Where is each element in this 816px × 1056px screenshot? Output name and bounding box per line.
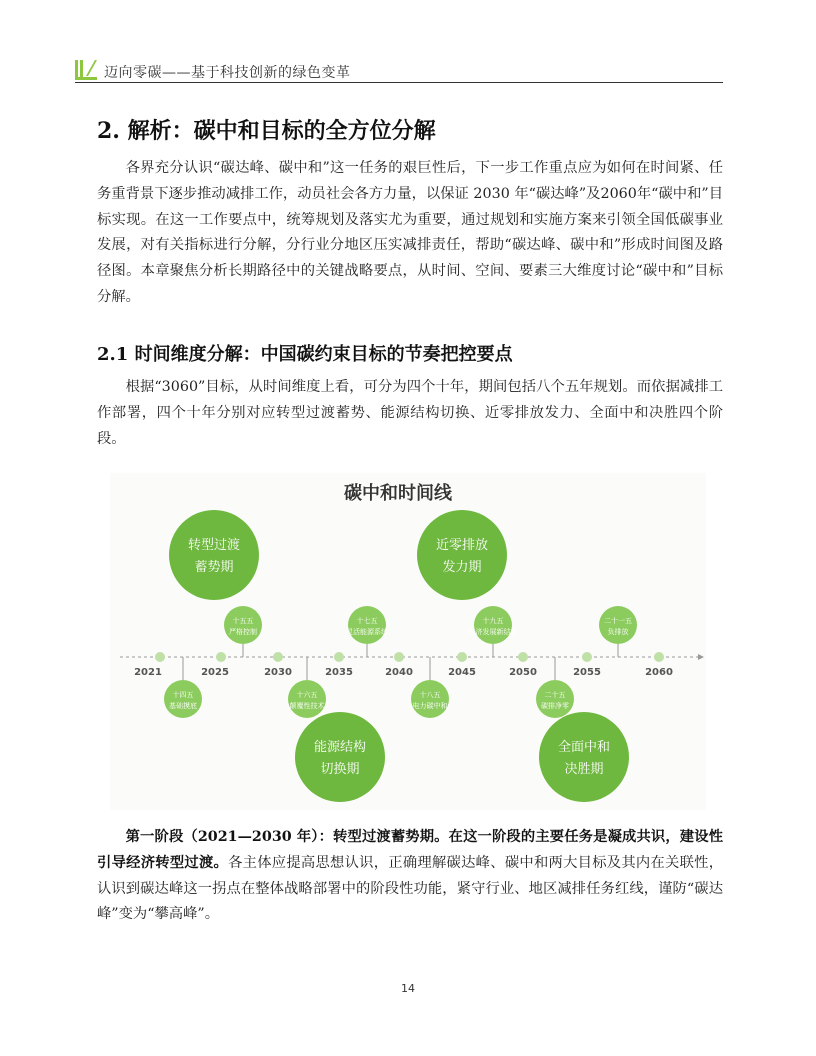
phase-label-line2: 发力期 [442, 560, 482, 575]
phase-circle [539, 712, 629, 802]
plan-name: 十九五 [482, 617, 504, 625]
plan-name: 十七五 [356, 617, 378, 625]
phase-circle [295, 712, 385, 802]
section-heading: 2. 解析：碳中和目标的全方位分解 [97, 118, 436, 144]
year-label: 2055 [573, 667, 601, 678]
phase1-rest: 各主体应提高思想认识，正确理解碳达峰、碳中和两大目标及其内在关联性，认识到碳达峰这一拐点在整体战略部署中的阶段性功能，紧守行业、地区减排任务红线，谨防“碳达峰”变为“攀高峰”。 [97, 854, 724, 923]
subsection-heading: 2.1 时间维度分解：中国碳约束目标的节奏把控要点 [97, 344, 513, 365]
phase-label-line1: 转型过渡 [187, 538, 241, 553]
phase-label-line2: 切换期 [320, 762, 360, 777]
year-label: 2040 [385, 667, 413, 678]
year-label: 2021 [134, 667, 162, 678]
phase1-paragraph [97, 825, 723, 928]
plan-name: 二十五 [544, 691, 566, 699]
timeline-dot [216, 652, 226, 662]
phase-label-line1: 近零排放 [435, 538, 489, 553]
subsection-paragraph: 根据“3060”目标，从时间维度上看，可分为四个十年，期间包括八个五年规划。而依据减排工作部署，四个十年分别对应转型过渡蓄势、能源结构切换、近零排放发力、全面中和决胜四个阶段。 [97, 379, 723, 447]
report-header-title: 迈向零碳——基于科技创新的绿色变革 [104, 65, 351, 81]
timeline-title: 碳中和时间线 [344, 483, 452, 504]
timeline-dot [394, 652, 404, 662]
timeline-dot [155, 652, 165, 662]
phase-label-line2: 蓄势期 [194, 560, 234, 575]
plan-desc: 灵活能源系统 [346, 628, 388, 636]
plan-circle [411, 680, 449, 718]
report-logo-icon [75, 60, 97, 80]
plan-circle [348, 606, 386, 644]
phase-label-line1: 能源结构 [313, 740, 367, 755]
timeline-dot [654, 652, 664, 662]
timeline-dot [518, 652, 528, 662]
header-divider [75, 82, 723, 83]
timeline-dot [582, 652, 592, 662]
plan-name: 十六五 [296, 691, 318, 699]
phase1-lead: 第一阶段（2021—2030 年）：转型过渡蓄势期。在这一阶段的主要任务是凝成共识，建设性引导经济转型过渡。 [97, 829, 723, 871]
timeline-dot [334, 652, 344, 662]
plan-name: 十八五 [419, 691, 441, 699]
plan-name: 二十一五 [604, 617, 632, 625]
phase-label-line2: 决胜期 [564, 762, 604, 777]
intro-paragraph: 各界充分认识“碳达峰、碳中和”这一任务的艰巨性后，下一步工作重点应为如何在时间紧、任务重背景下逐步推动减排工作，动员社会各方力量，以保证 2030 年“碳达峰”及2060年“碳中和”目标实现。在这一工作要点中，统筹规划及落实尤为重要，通过规划和实施方案来引领全国低碳事业发展，对有关指标进行分解，分行业分地区压实减排责任，帮助“碳达峰、碳中和”形成时间图及路径图。本章聚焦分析长期路径中的关键战略要点，从时间、空间、要素三大维度讨论“碳中和”目标分解。 [97, 160, 723, 305]
plan-circle [474, 606, 512, 644]
year-label: 2060 [645, 667, 673, 678]
year-label: 2050 [509, 667, 537, 678]
plan-desc: 颠覆性技术 [289, 702, 325, 710]
plan-desc: 碳排净零 [541, 702, 569, 710]
plan-desc: 严格控制 [229, 628, 257, 636]
plan-name: 十五五 [232, 617, 254, 625]
plan-circle [536, 680, 574, 718]
plan-name: 十四五 [172, 691, 194, 699]
timeline-dot [273, 652, 283, 662]
phase-circle [417, 510, 507, 600]
subsection-body [97, 375, 723, 452]
plan-circle [224, 606, 262, 644]
year-label: 2025 [201, 667, 229, 678]
timeline-dot [457, 652, 467, 662]
year-label: 2035 [325, 667, 353, 678]
plan-desc: 负排放 [607, 628, 629, 636]
plan-circle [599, 606, 637, 644]
plan-desc: 经济发展新结构 [468, 628, 518, 636]
plan-desc: 电力碳中和 [412, 702, 448, 710]
plan-circle [164, 680, 202, 718]
carbon-neutral-timeline-figure [110, 473, 706, 810]
plan-circle [288, 680, 326, 718]
phase-circle [169, 510, 259, 600]
phase-label-line1: 全面中和 [557, 740, 611, 755]
phase1-body [97, 825, 723, 928]
year-label: 2030 [264, 667, 292, 678]
plan-desc: 基础摸底 [169, 702, 197, 710]
page-number: 14 [401, 982, 415, 995]
section-intro [97, 156, 723, 311]
year-label: 2045 [448, 667, 476, 678]
